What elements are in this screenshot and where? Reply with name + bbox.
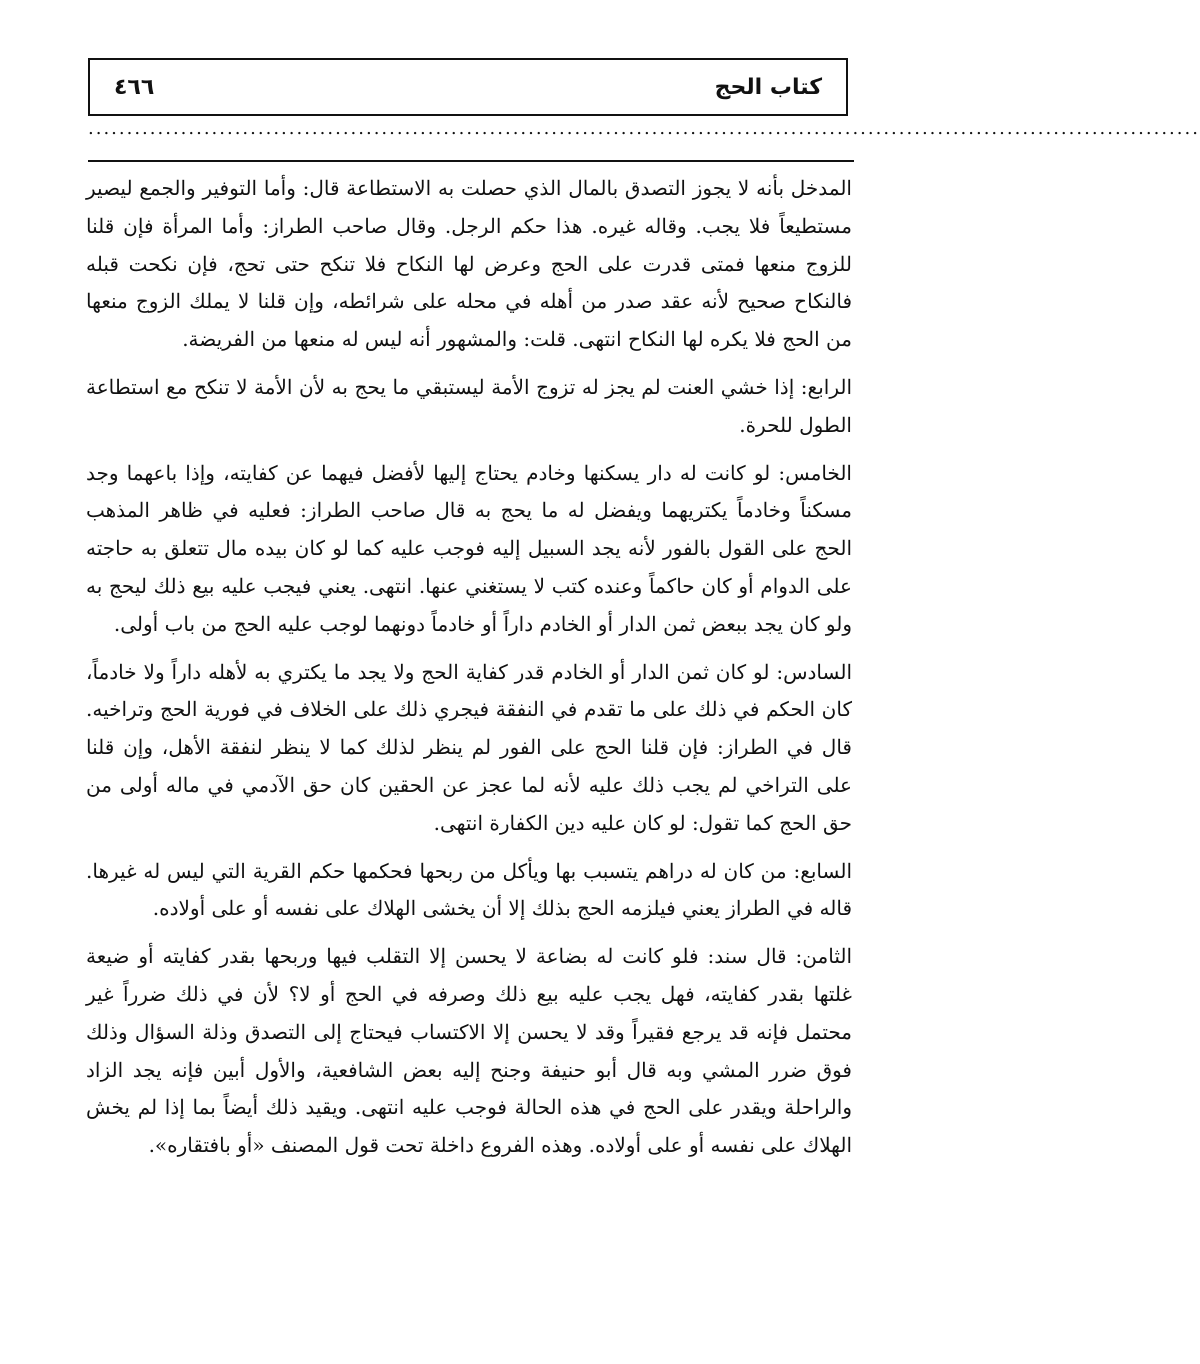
paragraph-sixth: السادس: لو كان ثمن الدار أو الخادم قدر كفاية الحج ولا يجد ما يكتري به لأهله داراً ولا خادماً، كان الحكم في ذلك على ما تقدم في النفقة فيجري ذلك على الخلاف في فورية الحج وتراخيه. قال في الطراز: فإن قلنا الحج على الفور لم ينظر لذلك كما لا ينظر لنفقة الأهل، وإن قلنا على التراخي لم يجب ذلك عليه لأنه لما عجز عن الحقين كان حق الآدمي في ماله أولى من حق الحج كما تقول: لو كان عليه دين الكفارة انتهى. [86, 659, 852, 835]
page-number: ٤٦٦ [114, 74, 155, 100]
body-text [86, 170, 852, 1165]
running-title: كتاب الحج [714, 74, 822, 100]
paragraph-fifth: الخامس: لو كانت له دار يسكنها وخادم يحتاج إليها لأفضل فيهما عن كفايته، وإذا باعهما وجد مسكناً وخادماً يكتريهما ويفضل له ما يحج به قال صاحب الطراز: فعليه في ظاهر المذهب الحج على القول بالفور لأنه يجد السبيل إليه فوجب عليه كما لو كان بيده مال تتعلق به حاجته على الدوام أو كان حاكماً وعنده كتب لا يستغني عنها. انتهى. يعني فيجب عليه بيع ذلك ليحج به ولو كان يجد ببعض ثمن الدار أو الخادم داراً أو خادماً دونهما لوجب عليه الحج من باب أولى. [86, 460, 852, 636]
paragraph-intro: المدخل بأنه لا يجوز التصدق بالمال الذي حصلت به الاستطاعة قال: وأما التوفير والجمع ليصير مستطيعاً فلا يجب. وقاله غيره. هذا حكم الرجل. وقال صاحب الطراز: وأما المرأة فإن قلنا للزوج منعها فمتى قدرت على الحج وعرض لها النكاح فلا تنكح حتى تحج، فإن نكحت قبله فالنكاح صحيح لأنه عقد صدر من أهله في محله على شرائطه، وإن قلنا لا يملك الزوج منعها من الحج فلا يكره لها النكاح انتهى. قلت: والمشهور أنه ليس له منعها من الفريضة. [86, 176, 852, 352]
paragraph-fourth: الرابع: إذا خشي العنت لم يجز له تزوج الأمة ليستبقي ما يحج به لأن الأمة لا تنكح مع استطاعة الطول للحرة. [86, 374, 853, 437]
paragraph-seventh: السابع: من كان له دراهم يتسبب بها ويأكل من ربحها فحكمها حكم القرية التي ليس له غيرها. قاله في الطراز يعني فيلزمه الحج بذلك إلا أن يخشى الهلاك على نفسه أو على أولاده. [86, 858, 852, 921]
dotted-separator: ................................................................................................................................................ [88, 118, 1200, 139]
paragraph-eighth: الثامن: قال سند: فلو كانت له بضاعة لا يحسن إلا التقلب فيها وربحها بقدر كفايته أو ضيعة غلتها بقدر كفايته، فهل يجب عليه بيع ذلك وصرفه في الحج أو لا؟ لأن في ذلك ضرراً غير محتمل فإنه قد يرجع فقيراً وقد لا يحسن إلا الاكتساب فيحتاج إلى التصدق وذلة السؤال وذلك فوق ضرر المشي وبه قال أبو حنيفة وجنح إليه بعض الشافعية، والأول أبين فإنه يجد الزاد والراحلة ويقدر على الحج في هذه الحالة فوجب عليه انتهى. ويقيد ذلك أيضاً بما إذا لم يخش الهلاك على نفسه أو على أولاده. وهذه الفروع داخلة تحت قول المصنف «أو بافتقاره». [86, 944, 852, 1158]
page-header [88, 58, 848, 116]
header-rule [88, 160, 854, 162]
